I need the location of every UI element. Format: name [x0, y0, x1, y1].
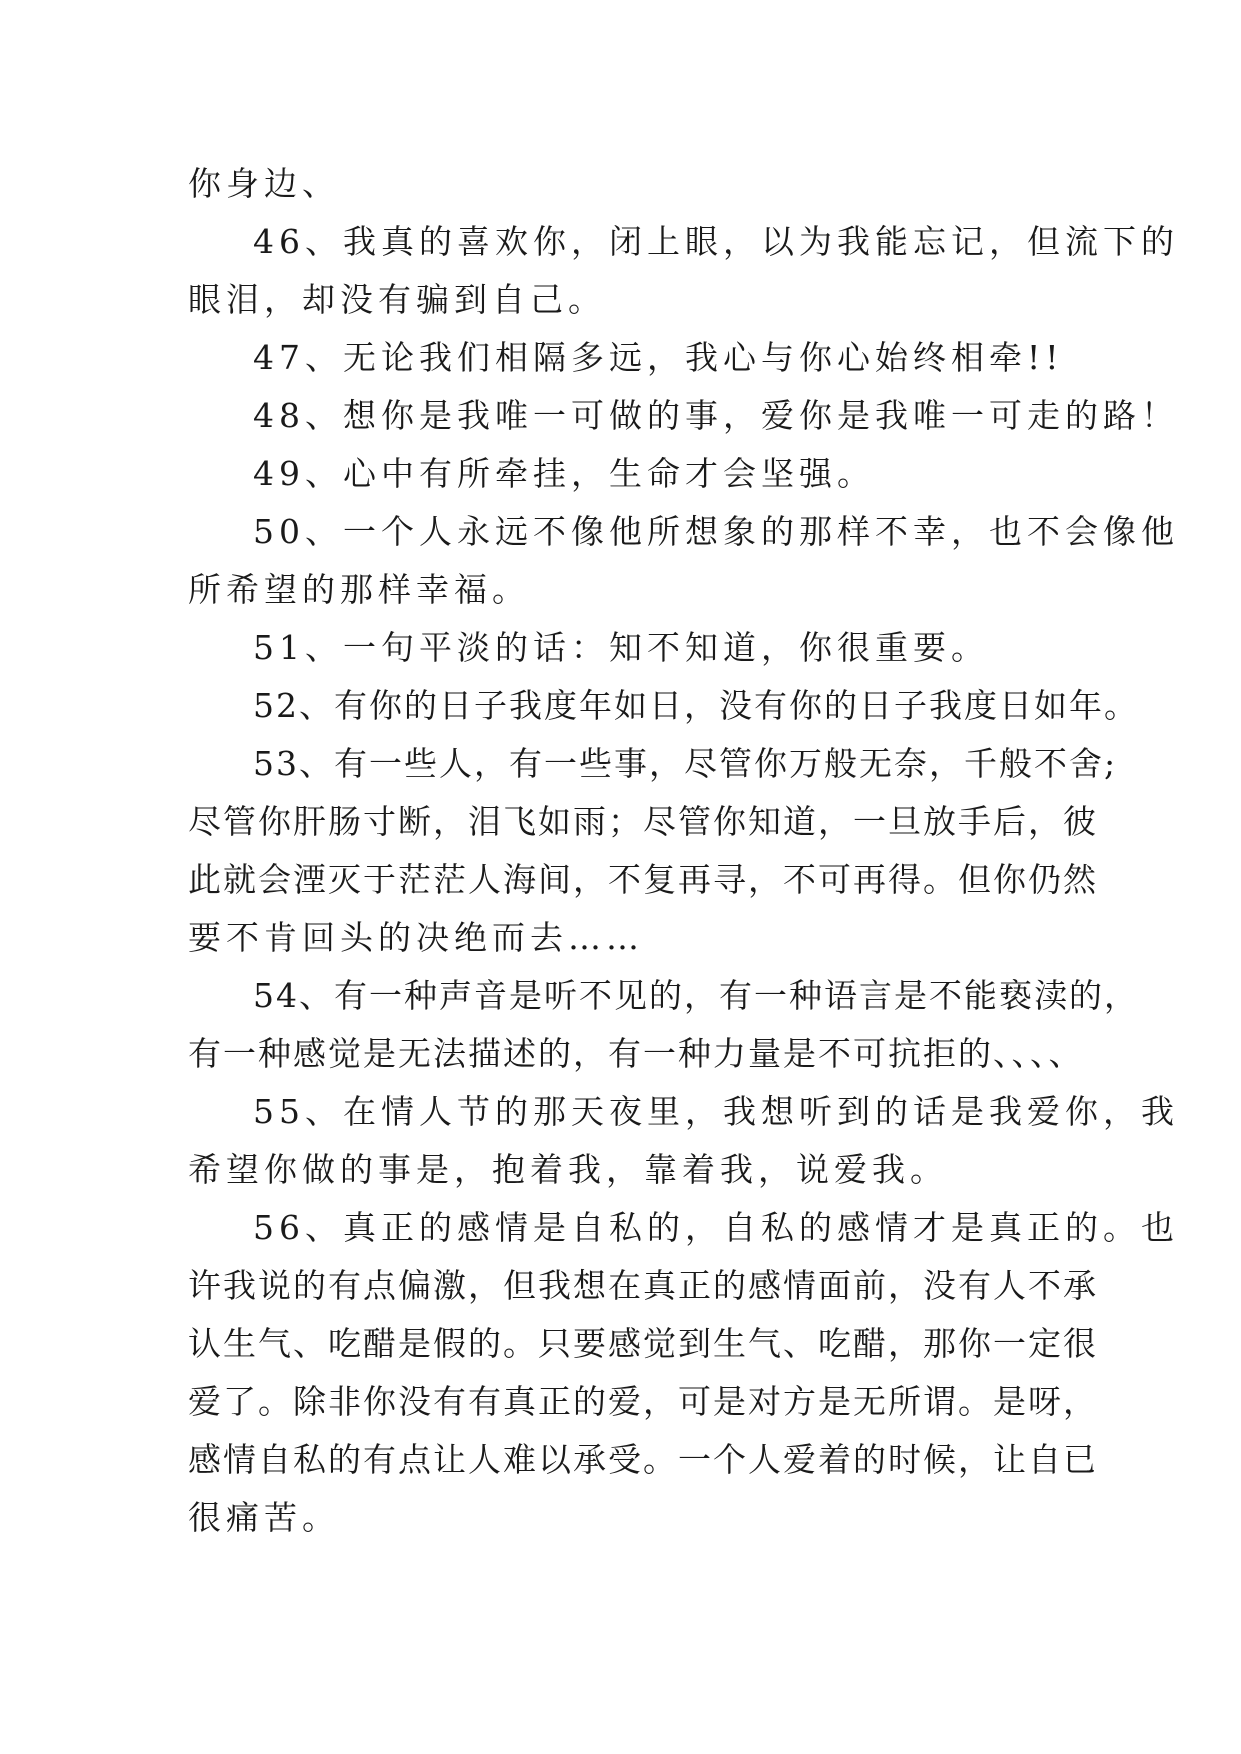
item-46-line-2: 眼泪，却没有骗到自己。: [188, 280, 606, 319]
item-50-line-1: 50、一个人永远不像他所想象的那样不幸，也不会像他: [253, 512, 1179, 551]
item-53-line-3: 此就会湮灭于茫茫人海间，不复再寻，不可再得。但你仍然: [188, 860, 1098, 899]
item-56-line-4: 爱了。除非你没有有真正的爱，可是对方是无所谓。是呀，: [188, 1382, 1098, 1421]
item-53-line-2: 尽管你肝肠寸断，泪飞如雨；尽管你知道，一旦放手后，彼: [188, 802, 1098, 841]
item-56-line-6: 很痛苦。: [188, 1498, 340, 1537]
item-54-line-1: 54、有一种声音是听不见的，有一种语言是不能亵渎的，: [253, 976, 1139, 1015]
item-56-line-3: 认生气、吃醋是假的。只要感觉到生气、吃醋，那你一定很: [188, 1324, 1098, 1363]
document-body: [188, 155, 1179, 1547]
item-53-line-4: 要不肯回头的决绝而去……: [188, 918, 644, 957]
item-47: 47、无论我们相隔多远，我心与你心始终相牵!!: [253, 338, 1064, 377]
item-54-line-2: 有一种感觉是无法描述的，有一种力量是不可抗拒的、、、、: [188, 1034, 1084, 1073]
item-55-line-1: 55、在情人节的那天夜里，我想听到的话是我爱你，我: [253, 1092, 1179, 1131]
item-52: 52、有你的日子我度年如日，没有你的日子我度日如年。: [253, 686, 1139, 725]
item-53-line-1: 53、有一些人，有一些事，尽管你万般无奈，千般不舍;: [253, 744, 1118, 783]
item-56-line-2: 许我说的有点偏激，但我想在真正的感情面前，没有人不承: [188, 1266, 1098, 1305]
item-56-line-5: 感情自私的有点让人难以承受。一个人爱着的时候，让自已: [188, 1440, 1098, 1479]
item-50-line-2: 所希望的那样幸福。: [188, 570, 530, 609]
text-line: 你身边、: [188, 164, 340, 203]
item-46-line-1: 46、我真的喜欢你，闭上眼，以为我能忘记，但流下的: [253, 222, 1179, 261]
item-55-line-2: 希望你做的事是，抱着我，靠着我，说爱我。: [188, 1150, 948, 1189]
item-48: 48、想你是我唯一可做的事，爱你是我唯一可走的路！: [253, 396, 1179, 435]
item-56-line-1: 56、真正的感情是自私的，自私的感情才是真正的。也: [253, 1208, 1179, 1247]
item-51: 51、一句平淡的话：知不知道，你很重要。: [253, 628, 989, 667]
item-49: 49、心中有所牵挂，生命才会坚强。: [253, 454, 875, 493]
